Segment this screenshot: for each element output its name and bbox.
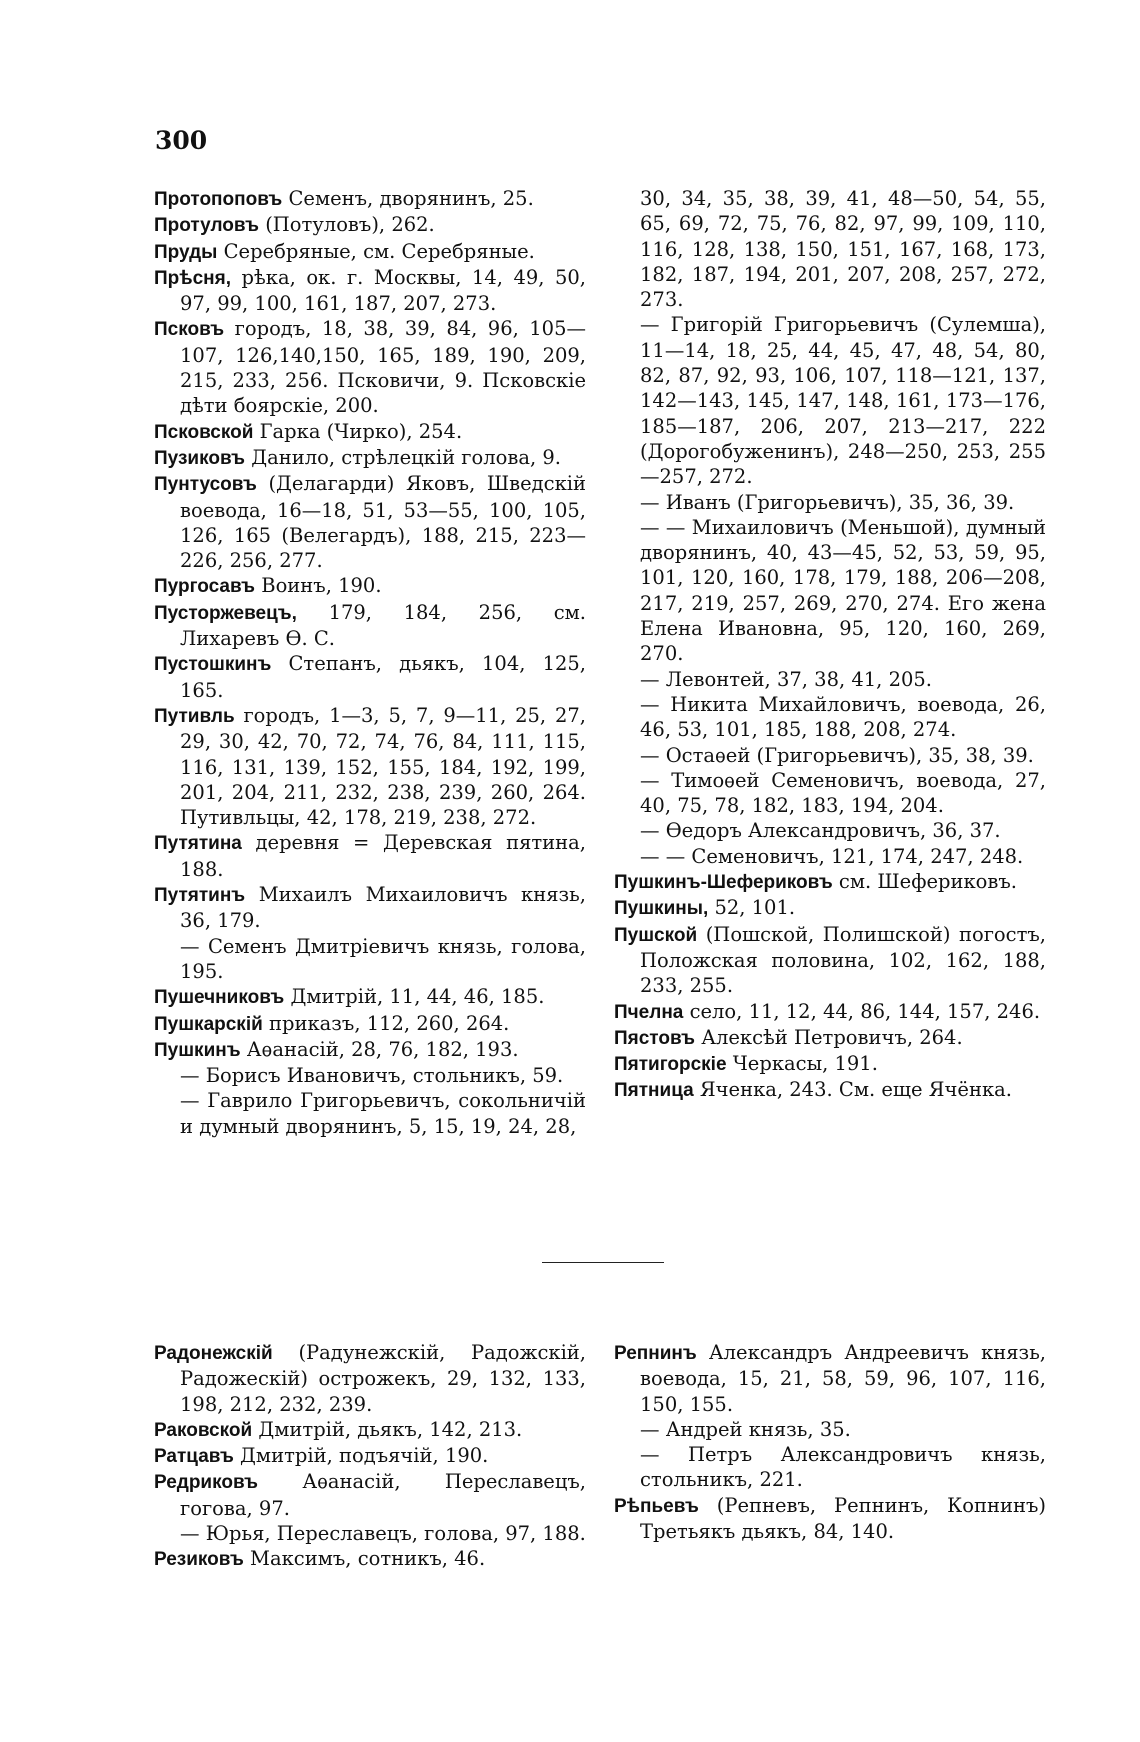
index-entry xyxy=(154,445,586,471)
entry-headword: Псковъ xyxy=(154,319,225,341)
entry-text: (Репневъ, Репнинъ, Копнинъ) Третьякъ дьякъ, 84, 140. xyxy=(640,1493,1046,1544)
index-subentry xyxy=(614,667,1046,692)
index-column-left-section-r xyxy=(154,1340,586,1573)
entry-headword: Путивль xyxy=(154,705,235,727)
entry-text: приказъ, 112, 260, 264. xyxy=(268,1011,510,1035)
entry-text: село, 11, 12, 44, 86, 144, 157, 246. xyxy=(689,999,1041,1023)
index-entry xyxy=(614,999,1046,1025)
index-entry xyxy=(154,471,586,573)
entry-headword: Ратцавъ xyxy=(154,1446,234,1468)
index-entry xyxy=(154,419,586,445)
index-entry xyxy=(154,651,586,703)
index-entry xyxy=(154,1443,586,1469)
index-column-right-section-r xyxy=(614,1340,1046,1544)
index-entry xyxy=(614,1051,1046,1077)
entry-text: — Семенъ Дмитріевичъ князь, голова, 195. xyxy=(180,934,586,983)
entry-text: см. Шефериковъ. xyxy=(838,870,1017,894)
entry-text: 30, 34, 35, 38, 39, 41, 48—50, 54, 55, 65, 69, 72, 75, 76, 82, 97, 99, 109, 110, 116, 128, 138, 150, 151, 167, 168, 173, 182, 187, 194, 201, 207, 208, 257, 272, 273. xyxy=(640,187,1046,312)
page-number: 300 xyxy=(155,126,208,155)
entry-text: городъ, 18, 38, 39, 84, 96, 105—107, 126,140,150, 165, 189, 190, 209, 215, 233, 256. Псковичи, 9. Псковскіе дѣти боярскіе, 200. xyxy=(180,317,586,418)
entry-text: Черкасы, 191. xyxy=(732,1052,878,1076)
index-entry xyxy=(614,1493,1046,1545)
entry-text: — Гаврило Григорьевичъ, сокольничій и думный дворянинъ, 5, 15, 19, 24, 28, xyxy=(180,1089,586,1138)
entry-text: Данило, стрѣлецкій голова, 9. xyxy=(251,445,561,469)
entry-text: деревня = Деревская пятина, 188. xyxy=(180,831,586,881)
index-subentry xyxy=(614,186,1046,312)
entry-headword: Пушкинъ xyxy=(154,1039,241,1061)
entry-text: — Ѳедоръ Александровичъ, 36, 37. xyxy=(640,819,1001,843)
entry-text: — — Семеновичъ, 121, 174, 247, 248. xyxy=(640,844,1024,868)
index-subentry xyxy=(614,768,1046,819)
entry-text: Аѳанасій, Переславецъ, гогова, 97. xyxy=(180,1470,586,1520)
index-entry xyxy=(154,212,586,238)
index-subentry xyxy=(614,844,1046,869)
entry-headword: Пушкины, xyxy=(614,898,709,920)
index-entry xyxy=(154,1340,586,1417)
entry-text: (Делагарди) Яковъ, Шведскій воевода, 16—18, 51, 53—55, 100, 105, 126, 165 (Велегардъ), 188, 215, 223—226, 256, 277. xyxy=(180,472,586,573)
entry-headword: Раковской xyxy=(154,1419,253,1441)
entry-headword: Пунтусовъ xyxy=(154,474,257,496)
entry-text: — Андрей князь, 35. xyxy=(640,1417,851,1441)
entry-text: Семенъ, дворянинъ, 25. xyxy=(288,187,534,210)
entry-headword: Путятина xyxy=(154,833,242,855)
entry-headword: Пятигорскіе xyxy=(614,1054,727,1076)
index-entry xyxy=(154,1037,586,1063)
index-subentry xyxy=(614,818,1046,843)
entry-text: — — Михаиловичъ (Меньшой), думный дворянинъ, 40, 43—45, 52, 53, 59, 95, 101, 120, 160, 178, 179, 188, 206—208, 217, 219, 257, 269, 270, 274. Его жена Елена Ивановна, 95, 120, 160, 269, 270. xyxy=(640,515,1046,666)
index-entry xyxy=(154,600,586,652)
index-subentry xyxy=(154,1088,586,1139)
index-entry xyxy=(154,316,586,418)
index-entry xyxy=(154,1469,586,1521)
entry-text: Гарка (Чирко), 254. xyxy=(259,419,463,443)
entry-headword: Протуловъ xyxy=(154,215,259,237)
entry-text: — Иванъ (Григорьевичъ), 35, 36, 39. xyxy=(640,490,1015,514)
index-entry xyxy=(154,265,586,317)
entry-text: Аѳанасій, 28, 76, 182, 193. xyxy=(246,1037,519,1061)
entry-headword: Радонежскій xyxy=(154,1343,273,1364)
entry-headword: Резиковъ xyxy=(154,1549,244,1571)
entry-text: — Тимоѳей Семеновичъ, воевода, 27, 40, 75, 78, 182, 183, 194, 204. xyxy=(640,768,1046,818)
entry-text: Алексѣй Петровичъ, 264. xyxy=(701,1025,963,1049)
entry-text: Дмитрій, дьякъ, 142, 213. xyxy=(258,1417,523,1441)
index-subentry xyxy=(614,692,1046,743)
index-entry xyxy=(154,830,586,882)
entry-text: рѣка, ок. г. Москвы, 14, 49, 50, 97, 99, 100, 161, 187, 207, 273. xyxy=(180,265,586,316)
index-entry xyxy=(154,984,586,1010)
entry-text: Михаилъ Михаиловичъ князь, 36, 179. xyxy=(180,883,586,933)
entry-text: Степанъ, дьякъ, 104, 125, 165. xyxy=(180,652,586,702)
entry-text: Серебряные, см. Серебряные. xyxy=(223,239,535,263)
entry-headword: Пруды xyxy=(154,241,218,263)
index-subentry xyxy=(614,490,1046,515)
entry-text: — Левонтей, 37, 38, 41, 205. xyxy=(640,667,932,691)
index-subentry xyxy=(614,515,1046,667)
entry-headword: Пушкарскій xyxy=(154,1013,263,1035)
index-entry xyxy=(614,895,1046,921)
index-entry xyxy=(154,1546,586,1572)
entry-headword: Протопоповъ xyxy=(154,189,283,210)
entry-text: — Никита Михайловичъ, воевода, 26, 46, 53, 101, 185, 188, 208, 274. xyxy=(640,692,1046,742)
entry-text: Максимъ, сотникъ, 46. xyxy=(250,1547,486,1571)
index-subentry xyxy=(614,743,1046,768)
entry-text: Дмитрій, 11, 44, 46, 185. xyxy=(290,985,545,1009)
entry-headword: Пятница xyxy=(614,1080,694,1102)
entry-text: (Потуловъ), 262. xyxy=(265,213,435,237)
index-entry xyxy=(154,239,586,265)
entry-text: — Петръ Александровичъ князь, стольникъ, 221. xyxy=(640,1443,1046,1492)
entry-headword: Пушкинъ-Шефериковъ xyxy=(614,872,833,894)
entry-text: Воинъ, 190. xyxy=(261,574,382,598)
entry-headword: Пчелна xyxy=(614,1001,684,1023)
index-entry xyxy=(614,1077,1046,1103)
index-column-left xyxy=(154,186,586,1139)
entry-headword: Пушечниковъ xyxy=(154,987,285,1009)
entry-text: — Борисъ Ивановичъ, стольникъ, 59. xyxy=(180,1064,564,1088)
index-entry xyxy=(154,186,586,212)
entry-headword: Пузиковъ xyxy=(154,447,246,469)
entry-text: Александръ Андреевичъ князь, воевода, 15, 21, 58, 59, 96, 107, 116, 150, 155. xyxy=(640,1341,1047,1416)
index-entry xyxy=(614,922,1046,999)
index-subentry xyxy=(154,1521,586,1546)
index-subentry xyxy=(614,312,1046,489)
entry-text: 52, 101. xyxy=(714,896,796,920)
index-column-right xyxy=(614,186,1046,1104)
section-divider xyxy=(542,1262,664,1263)
index-subentry xyxy=(614,1442,1046,1493)
index-entry xyxy=(154,703,586,830)
entry-text: городъ, 1—3, 5, 7, 9—11, 25, 27, 29, 30, 42, 70, 72, 74, 76, 84, 111, 115, 116, 131, 139, 152, 155, 184, 192, 199, 201, 204, 211, 232, 238, 239, 260, 264. Путивльцы, 42, 178, 219, 238, 272. xyxy=(180,703,586,830)
entry-headword: Пустошкинъ xyxy=(154,654,272,676)
entry-headword: Редриковъ xyxy=(154,1472,259,1494)
index-entry xyxy=(154,882,586,934)
index-subentry xyxy=(614,1417,1046,1442)
entry-text: (Пошской, Полишской) погостъ, Положская половина, 102, 162, 188, 233, 255. xyxy=(640,922,1046,998)
entry-headword: Пушской xyxy=(614,924,698,946)
entry-text: (Радунежскій, Радожскій, Радожескій) острожекъ, 29, 132, 133, 198, 212, 232, 239. xyxy=(180,1341,586,1416)
index-entry xyxy=(154,1417,586,1443)
index-entry xyxy=(154,1011,586,1037)
entry-headword: Псковской xyxy=(154,421,254,443)
entry-headword: Пусторжевецъ, xyxy=(154,602,297,624)
index-subentry xyxy=(154,934,586,985)
entry-text: — Юрья, Переславецъ, голова, 97, 188. xyxy=(180,1522,586,1546)
index-entry xyxy=(614,1340,1046,1417)
entry-headword: Прѣсня, xyxy=(154,267,232,289)
index-entry xyxy=(154,573,586,599)
entry-text: 179, 184, 256, см. Лихаревъ Ѳ. С. xyxy=(180,600,587,651)
entry-headword: Пургосавъ xyxy=(154,576,256,598)
entry-text: — Григорій Григорьевичъ (Сулемша), 11—14, 18, 25, 44, 45, 47, 48, 54, 80, 82, 87, 92, 93, 106, 107, 118—121, 137, 142—143, 145, 147, 148, 161, 173—176, 185—187, 206, 207, 213—217, 222 (Дорогобуженинъ), 248—250, 253, 255—257, 272. xyxy=(640,313,1046,489)
entry-headword: Путятинъ xyxy=(154,885,246,907)
entry-headword: Пястовъ xyxy=(614,1027,696,1049)
entry-text: — Остаѳей (Григорьевичъ), 35, 38, 39. xyxy=(640,743,1034,767)
entry-text: Дмитрій, подъячій, 190. xyxy=(240,1444,489,1468)
entry-headword: Рѣпьевъ xyxy=(614,1495,699,1517)
index-entry xyxy=(614,1025,1046,1051)
entry-text: Яченка, 243. См. еще Ячёнка. xyxy=(699,1078,1012,1102)
index-entry xyxy=(614,869,1046,895)
index-subentry xyxy=(154,1063,586,1088)
entry-headword: Репнинъ xyxy=(614,1343,697,1364)
